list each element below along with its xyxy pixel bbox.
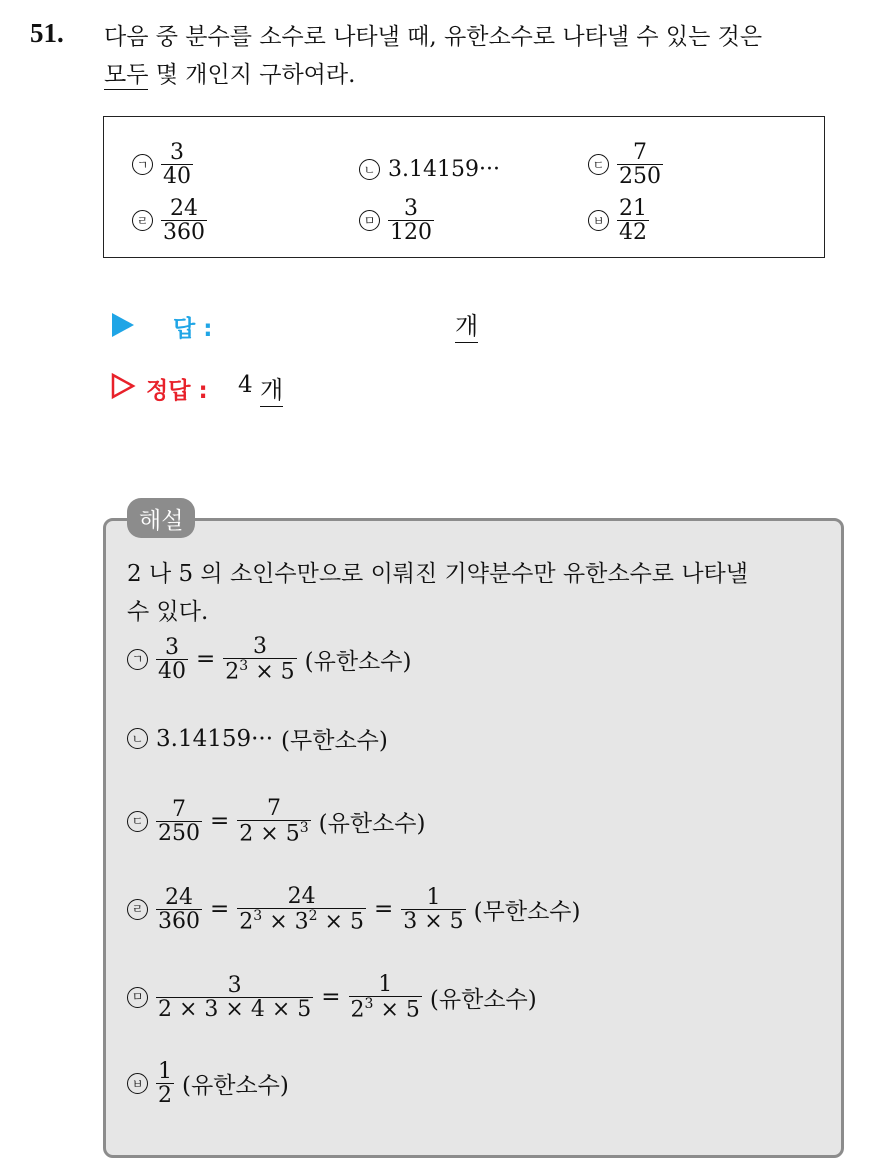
circled-bieup-icon: ㅂ <box>127 1073 148 1094</box>
circled-giyeok-icon: ㄱ <box>127 649 148 670</box>
explanation-item-1: ㄱ $\frac{3}{40}$ = $\frac{3}{2^3 \times 5}$ (유한소수) <box>127 635 411 684</box>
choice-1: ㄱ $\frac{3}{40}$ <box>132 141 193 188</box>
choices-box <box>103 116 825 258</box>
answer-label: 답 : <box>173 316 213 342</box>
explanation-tag: 해설 <box>127 498 195 538</box>
correct-arrow-icon <box>110 372 136 400</box>
circled-bieup-icon: ㅂ <box>588 210 609 231</box>
circled-digeut-icon: ㄷ <box>588 154 609 175</box>
choice-6: ㅂ $\frac{21}{42}$ <box>588 197 649 244</box>
answer-blank[interactable]: 개 <box>455 306 478 343</box>
circled-mieum-icon: ㅁ <box>127 987 148 1008</box>
circled-rieul-icon: ㄹ <box>127 899 148 920</box>
correct-label: 정답 : <box>146 378 208 404</box>
choice-4: ㄹ $\frac{24}{360}$ <box>132 197 207 244</box>
correct-value: 4 <box>238 372 253 398</box>
explanation-item-6: ㅂ $\frac{1}{2}$ (유한소수) <box>127 1060 289 1107</box>
circled-nieun-icon: ㄴ <box>359 159 380 180</box>
explanation-item-4: ㄹ $\frac{24}{360}$ = $\frac{24}{2^3 \times 3^2 \times 5}$ = $\frac{1}{3 \times 5}$ (무한소수) <box>127 885 581 934</box>
explanation-intro-line2: 수 있다. <box>127 599 209 625</box>
answer-arrow-icon <box>112 313 134 337</box>
circled-giyeok-icon: ㄱ <box>132 154 153 175</box>
question-text-line1: 다음 중 분수를 소수로 나타낼 때, 유한소수로 나타낼 수 있는 것은 <box>104 24 763 50</box>
circled-rieul-icon: ㄹ <box>132 210 153 231</box>
explanation-item-3: ㄷ $\frac{7}{250}$ = $\frac{7}{2 \times 5^3}$ (유한소수) <box>127 797 425 846</box>
underlined-word: 모두 <box>104 62 149 88</box>
circled-digeut-icon: ㄷ <box>127 811 148 832</box>
explanation-item-5: ㅁ $\frac{3}{2 \times 3 \times 4 \times 5}$ = $\frac{1}{2^3 \times 5}$ (유한소수) <box>127 973 537 1022</box>
choice-2: ㄴ 3.14159··· <box>359 157 500 182</box>
question-number: 51. <box>30 18 64 48</box>
circled-mieum-icon: ㅁ <box>359 210 380 231</box>
choice-5: ㅁ $\frac{3}{120}$ <box>359 197 434 244</box>
explanation-intro-line1: 2 나 5 의 소인수만으로 이뤄진 기약분수만 유한소수로 나타낼 <box>127 561 748 587</box>
circled-nieun-icon: ㄴ <box>127 728 148 749</box>
choice-3: ㄷ $\frac{7}{250}$ <box>588 141 663 188</box>
question-text-line2: 모두 몇 개인지 구하여라. <box>104 62 356 88</box>
correct-unit: 개 <box>260 370 283 407</box>
explanation-item-2: ㄴ 3.14159··· (무한소수) <box>127 722 388 755</box>
